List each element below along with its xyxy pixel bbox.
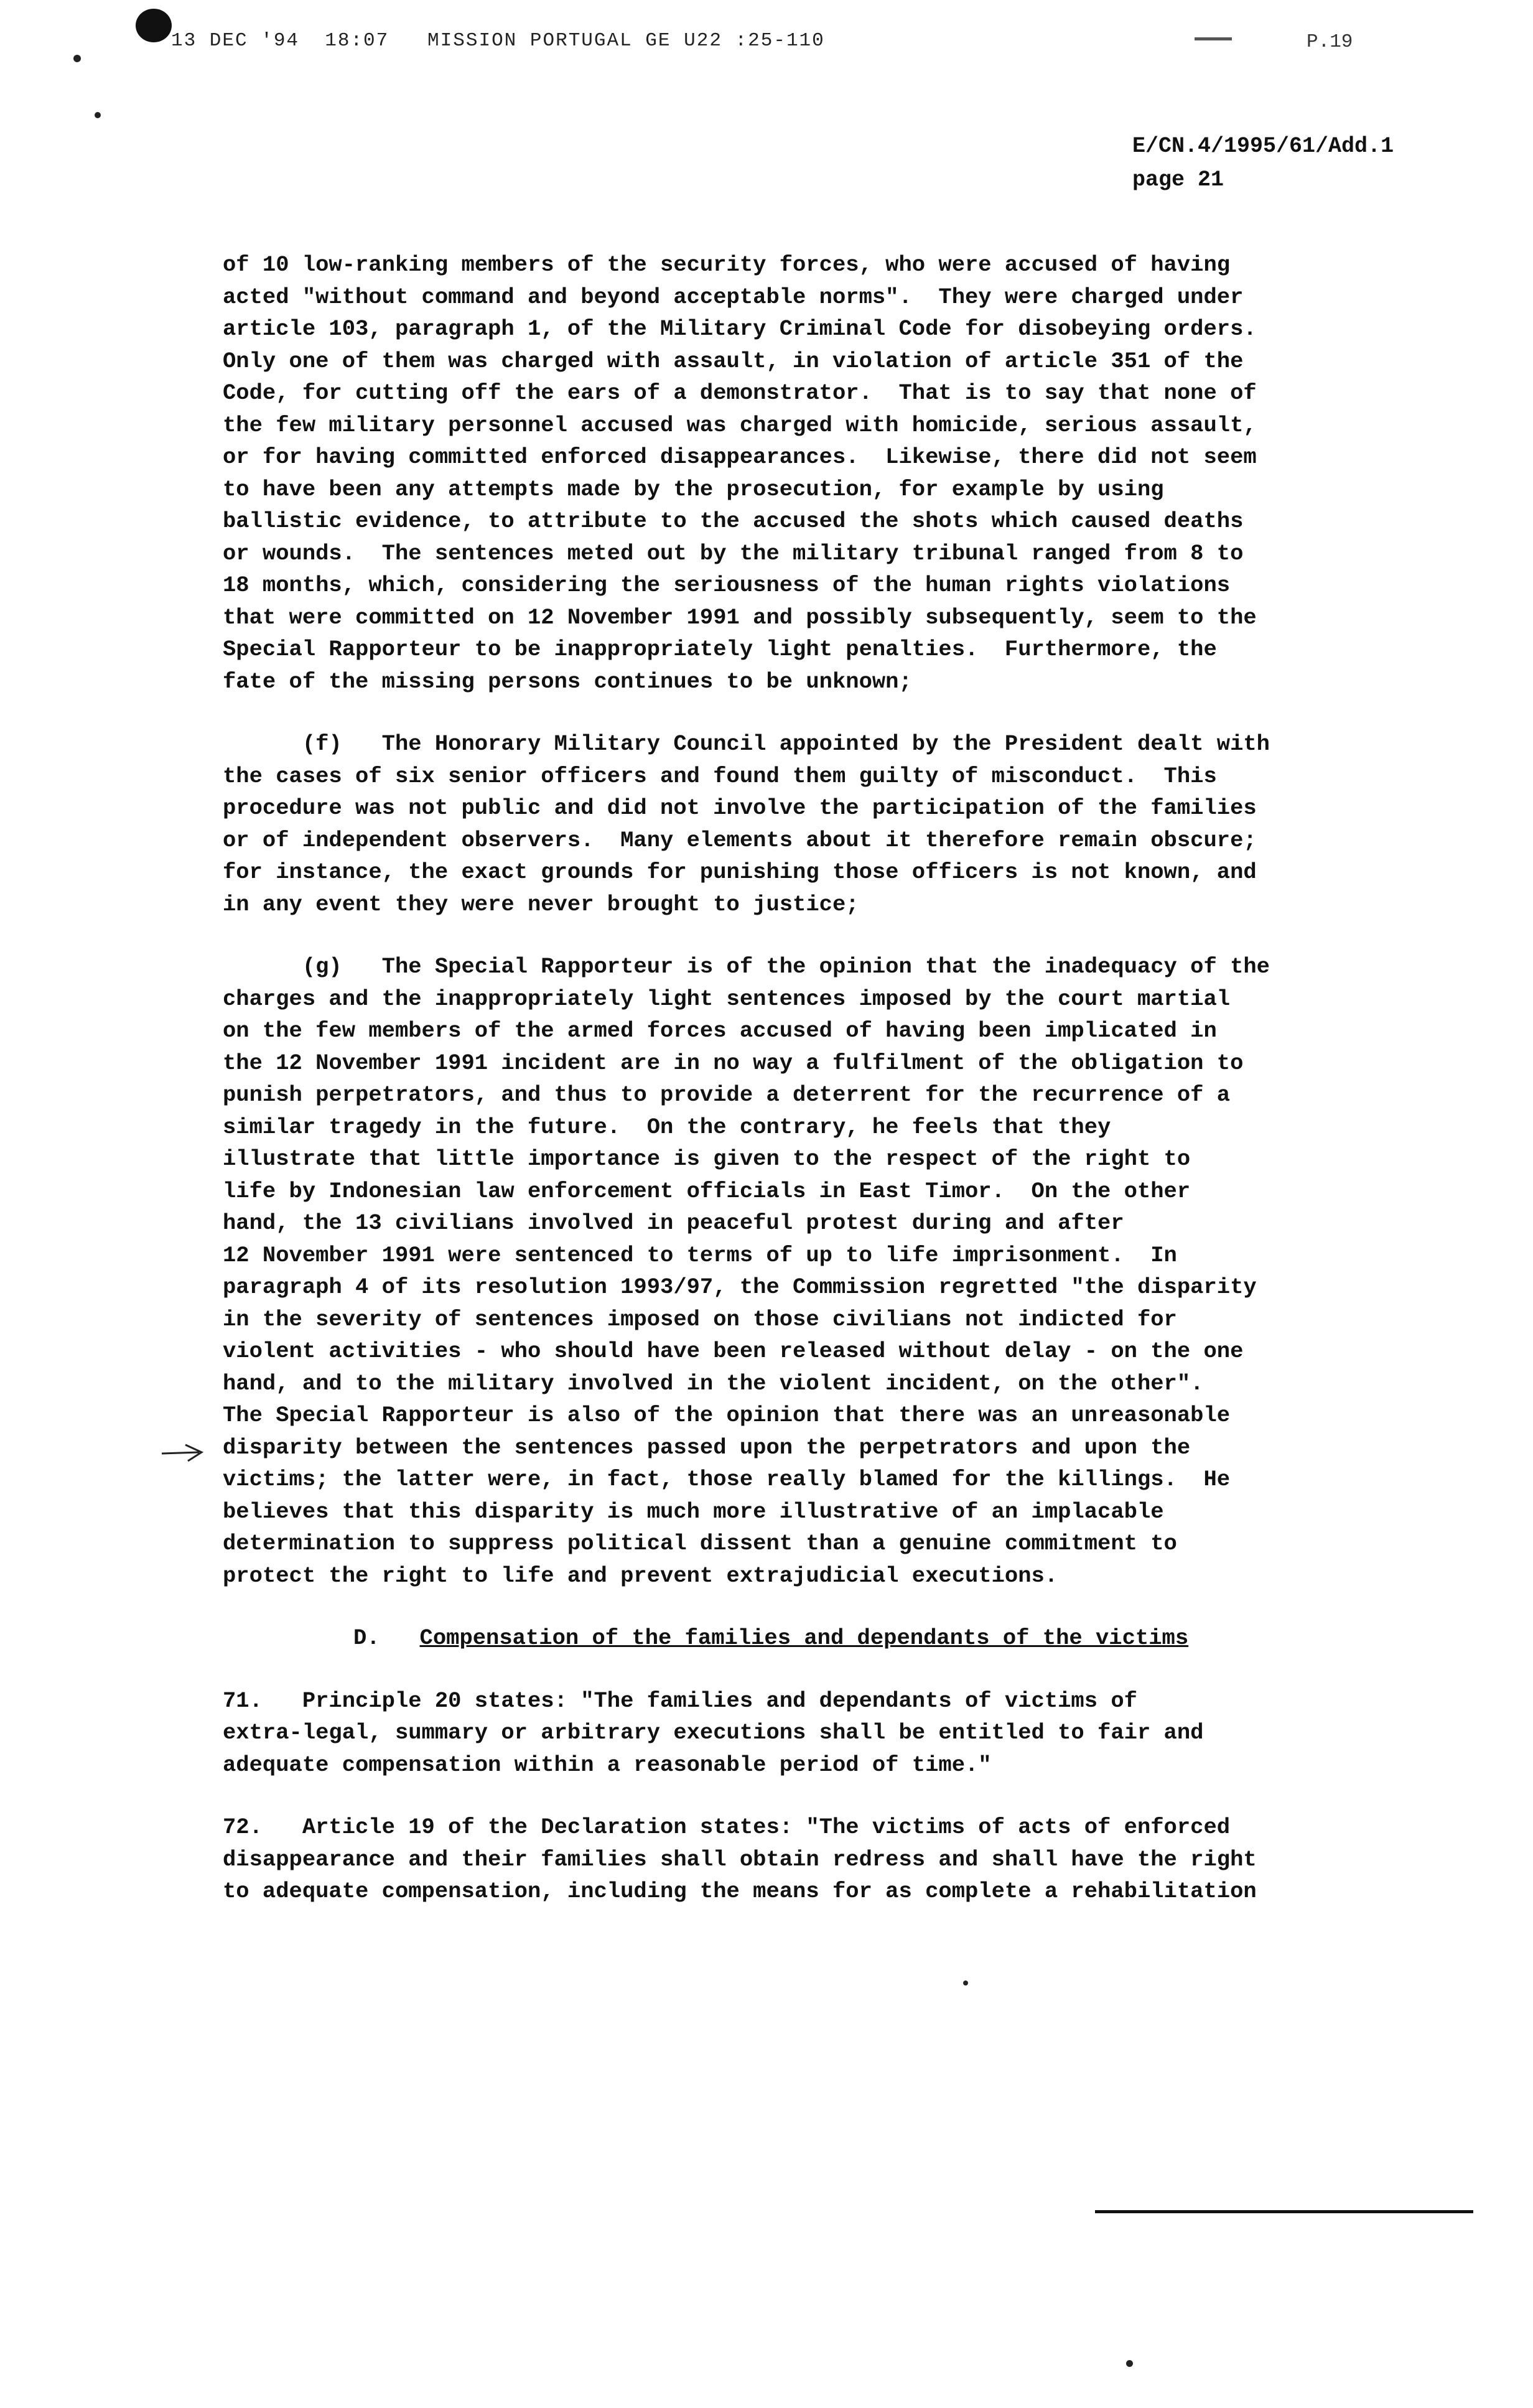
text-line: punish perpetrators, and thus to provide a deterrent for the recurrence of a	[223, 1082, 1231, 1108]
text-line: or for having committed enforced disappearances. Likewise, there did not seem	[223, 444, 1257, 470]
text-line: 71. Principle 20 states: "The families and dependants of victims of	[223, 1687, 1137, 1714]
paragraph-f	[223, 728, 1473, 920]
margin-arrow-mark	[161, 1444, 205, 1462]
text-line: extra-legal, summary or arbitrary executions shall be entitled to fair and	[223, 1720, 1204, 1745]
text-line: hand, the 13 civilians involved in peaceful protest during and after	[223, 1210, 1124, 1236]
fax-dot	[73, 55, 81, 62]
text-line: similar tragedy in the future. On the contrary, he feels that they	[223, 1114, 1111, 1140]
text-line: in any event they were never brought to justice;	[223, 891, 859, 917]
text-line: Special Rapporteur to be inappropriately light penalties. Furthermore, the	[223, 637, 1217, 662]
paragraph-g	[223, 951, 1473, 1592]
text-line: for instance, the exact grounds for punishing those officers is not known, and	[223, 859, 1257, 885]
paragraph-e-continuation	[223, 249, 1473, 698]
document-reference	[1132, 129, 1394, 197]
section-heading	[223, 1622, 1473, 1654]
text-line: disappearance and their families shall obtain redress and shall have the right	[223, 1846, 1257, 1872]
text-line: acted "without command and beyond acceptable norms". They were charged under	[223, 284, 1244, 310]
text-line: disparity between the sentences passed upon the perpetrators and upon the	[223, 1434, 1191, 1460]
text-line: illustrate that little importance is given to the respect of the right to	[223, 1146, 1191, 1172]
fax-transmission-header: 13 DEC '94 18:07 MISSION PORTUGAL GE U22 :25-110	[171, 30, 825, 52]
text-line: in the severity of sentences imposed on those civilians not indicted for	[223, 1306, 1177, 1332]
text-line: procedure was not public and did not involve the participation of the families	[223, 795, 1257, 821]
text-line: the cases of six senior officers and found them guilty of misconduct. This	[223, 763, 1217, 789]
text-line: that were committed on 12 November 1991 and possibly subsequently, seem to the	[223, 604, 1257, 630]
text-line: The Special Rapporteur is also of the opinion that there was an unreasonable	[223, 1402, 1231, 1428]
text-line: (f) The Honorary Military Council appointed by the President dealt with	[223, 731, 1270, 757]
text-line: protect the right to life and prevent extrajudicial executions.	[223, 1562, 1058, 1589]
fax-dot	[1126, 2360, 1133, 2367]
text-line: ballistic evidence, to attribute to the accused the shots which caused deaths	[223, 508, 1244, 534]
text-line: to have been any attempts made by the prosecution, for example by using	[223, 476, 1164, 502]
text-line: the few military personnel accused was charged with homicide, serious assault,	[223, 412, 1257, 438]
text-line: life by Indonesian law enforcement officials in East Timor. On the other	[223, 1178, 1191, 1204]
document-body	[223, 249, 1473, 1938]
fax-dot	[963, 1981, 968, 1986]
footnote-separator-line	[1095, 2210, 1473, 2213]
text-line: hand, and to the military involved in the violent incident, on the other".	[223, 1370, 1204, 1396]
text-line: determination to suppress political dissent than a genuine commitment to	[223, 1531, 1177, 1556]
fax-page-number: P.19	[1307, 31, 1353, 53]
section-heading-title: Compensation of the families and dependants of the victims	[419, 1625, 1189, 1651]
fax-header-dash	[1195, 37, 1232, 40]
document-symbol: E/CN.4/1995/61/Add.1	[1132, 134, 1394, 159]
text-line: adequate compensation within a reasonable period of time."	[223, 1752, 992, 1778]
text-line: violent activities - who should have been released without delay - on the one	[223, 1338, 1244, 1364]
text-line: to adequate compensation, including the means for as complete a rehabilitation	[223, 1878, 1257, 1904]
text-line: of 10 low-ranking members of the security forces, who were accused of having	[223, 252, 1231, 278]
text-line: article 103, paragraph 1, of the Military Criminal Code for disobeying orders.	[223, 316, 1257, 342]
page-number: page 21	[1132, 167, 1224, 192]
text-line: believes that this disparity is much more illustrative of an implacable	[223, 1498, 1164, 1524]
text-line: (g) The Special Rapporteur is of the opinion that the inadequacy of the	[223, 954, 1270, 979]
paragraph-72	[223, 1811, 1473, 1908]
text-line: the 12 November 1991 incident are in no way a fulfilment of the obligation to	[223, 1050, 1244, 1076]
section-heading-letter: D.	[353, 1625, 380, 1651]
text-line: Code, for cutting off the ears of a demonstrator. That is to say that none of	[223, 380, 1257, 406]
fax-dot	[95, 112, 101, 118]
text-line: fate of the missing persons continues to be unknown;	[223, 668, 912, 694]
text-line: on the few members of the armed forces accused of having been implicated in	[223, 1018, 1217, 1043]
paragraph-71	[223, 1685, 1473, 1781]
text-line: 72. Article 19 of the Declaration states: "The victims of acts of enforced	[223, 1814, 1231, 1840]
fax-ink-blot	[136, 9, 172, 42]
text-line: 12 November 1991 were sentenced to terms of up to life imprisonment. In	[223, 1242, 1177, 1268]
text-line: paragraph 4 of its resolution 1993/97, the Commission regretted "the disparity	[223, 1274, 1257, 1300]
text-line: or of independent observers. Many elements about it therefore remain obscure;	[223, 827, 1257, 853]
text-line: charges and the inappropriately light sentences imposed by the court martial	[223, 986, 1231, 1012]
text-line: Only one of them was charged with assault, in violation of article 351 of the	[223, 348, 1244, 374]
text-line: 18 months, which, considering the seriousness of the human rights violations	[223, 572, 1231, 598]
text-line: victims; the latter were, in fact, those really blamed for the killings. He	[223, 1467, 1231, 1492]
text-line: or wounds. The sentences meted out by the military tribunal ranged from 8 to	[223, 540, 1244, 566]
